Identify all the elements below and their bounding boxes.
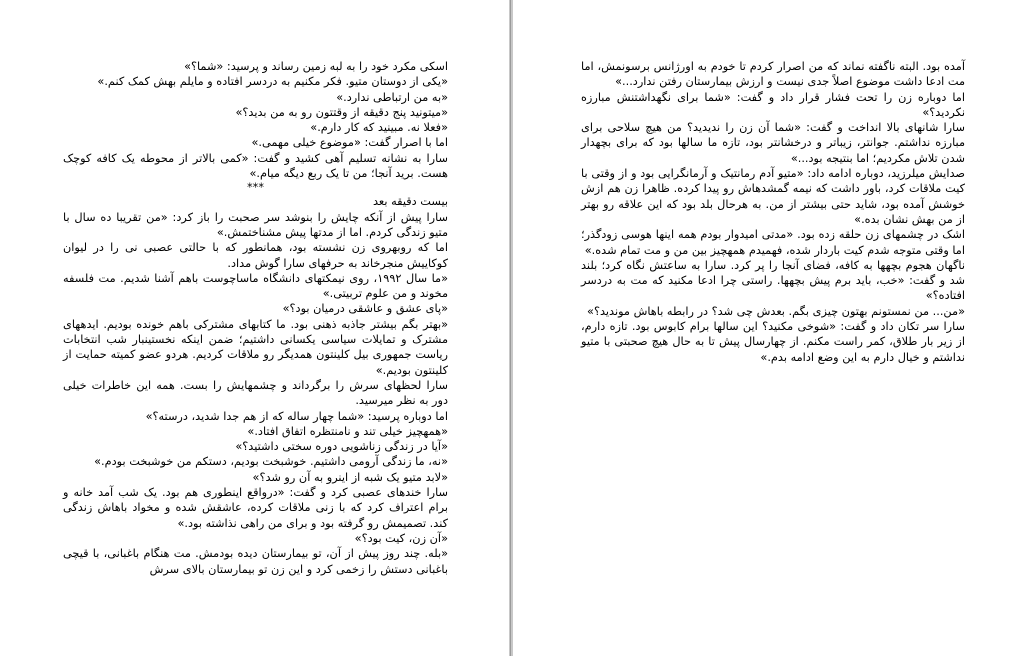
section-separator: *** [247,181,264,195]
paragraph: «من... من نمستونم بهتون چیزی بگم. بعدش چی شد؟ در رابطه باهاش موندید؟» [587,304,965,318]
paragraph: آمده بود. البته ناگفته نماند که من اصرار کردم تا خودم به اورژانس برسونمش، اما مت ادعا داشت موضوع اصلاً جدی نیست و ارزش بیمارستان رفتن ندارد...» [581,60,965,89]
paragraph: «لابد متیو یک شبه از اینرو به آن رو شد؟» [252,470,448,484]
paragraph: بیست دقیقه بعد [372,195,448,209]
paragraph: اما با اصرار گفت: «موضوع خیلی مهمی.» [251,136,448,150]
paragraph: صدایش میلرزید، دوباره ادامه داد: «متیو آدم رمانتیک و آرمانگرایی بود و از وقتی با کیت ملاقات کرد، باور داشت که نیمه گمشدهاش رو پیدا کرده. ظاهرا زن هم ازش خوشش آمده بود، شاید حتی بیشتر از من. به هرحال بلد بود که این علاقه رو بهتر از من بهش نشان بده.» [581,167,965,226]
paragraph: «نه، ما زندگی آرومی داشتیم. خوشبخت بودیم، دستکم من خوشبخت بودم.» [94,455,448,469]
paragraph: اما دوباره زن را تحت فشار قرار داد و گفت: «شما برای نگهداشتنش مبارزه نکردید؟» [581,90,965,119]
right-page [513,0,1022,656]
paragraph: «میتونید پنج دقیقه از وقتتون رو به من بدید؟» [235,105,448,119]
paragraph: «آیا در زندگی زناشویی دوره سختی داشتید؟» [235,440,448,454]
paragraph: «بهتر بگم بیشتر جاذبه ذهنی بود. ما کتابهای مشترکی باهم خونده بودیم. ایدههای مشترک و تمایلات سیاسی یکسانی داشتیم؛ ضمن اینکه نخستینبار شب انتخابات ریاست جمهوری بیل کلینتون همدیگر رو ملاقات کردیم. هردو عضو کمیته حمایت از کلینتون بودیم.» [63,317,448,377]
paragraph: «یکی از دوستان متیو. فکر مکنیم به دردسر افتاده و مایلم بهش کمک کنم.» [97,75,448,89]
paragraph: «همهچیز خیلی تند و نامنتظره اتفاق افتاد.» [247,424,448,438]
left-page-text [63,59,448,577]
paragraph: «پای عشق و عاشقی درمیان بود؟» [282,302,448,316]
paragraph: سارا سر تکان داد و گفت: «شوخی مکنید؟ این سالها برام کابوس بود. تازه دارم، از زیر بار طلاق، کمر راست مکنم. از چهارسال پیش تا به حال هیچ صحبتی با متیو نداشتم و خیال دارم به این وضع ادامه بدم.» [581,320,965,364]
paragraph: «ما سال ۱۹۹۲، روی نیمکتهای دانشگاه ماساچوست باهم آشنا شدیم. مت فلسفه مخوند و من علوم تربیتی.» [63,271,449,301]
paragraph: سارا خندهای عصبی کرد و گفت: «درواقع اینطوری هم بود. یک شب آمد خانه و برام اعتراف کرد که با زنی ملاقات کرده، عاشقش شده و مخواد باهاش زندگی کند. تصمیمش رو گرفته بود و برای من راهی نذاشته بود.» [63,486,448,530]
paragraph: اشک در چشمهای زن حلقه زده بود. «مدتی امیدوار بودم همه اینها هوسی زودگذر؛ اما وقتی متوجه شدم کیت باردار شده، فهمیدم همهچیز بین من و مت تمام شده.» [581,228,965,257]
paragraph: اما که روبهروی زن نشسته بود، همانطور که با حالتی عصبی نی را در لیوان کوکاییش منجرخاند به حرفهای سارا گوش مداد. [63,241,448,270]
paragraph: اما دوباره پرسید: «شما چهار ساله که از هم جدا شدید، درسته؟» [145,409,448,423]
left-page [0,0,509,656]
paragraph: «به من ارتباطی ندارد.» [336,90,448,104]
paragraph: سارا لحظهای سرش را برگرداند و چشمهایش را بست. همه این خاطرات خیلی دور به نظر میرسید. [63,378,448,408]
paragraph: سارا پیش از آنکه چایش را بنوشد سر صحبت را باز کرد: «من تقریبا ده سال با متیو زندگی کردم. اما از مدتها پیش مشناختمش.» [63,210,448,239]
paragraph: «فعلا نه. مبینید که کار دارم.» [310,121,448,135]
paragraph: اسکی مکرد خود را به لبه زمین رساند و پرسید: «شما؟» [184,60,448,73]
paragraph: سارا به نشانه تسلیم آهی کشید و گفت: «کمی بالاتر از محوطه یک کافه کوچک هست. برید آنجا؛ من تا یک ربع دیگه میام.» [63,151,448,181]
paragraph: ناگهان هجوم بچهها به کافه، فضای آنجا را پر کرد. سارا به ساعتش نگاه کرد؛ بلند شد و گفت: «خب، باید برم پیش بچهها. راستی چرا ادعا مکنید که مت به دردسر افتاده؟» [581,258,965,303]
paragraph: «بله. چند روز پیش از آن، تو بیمارستان دیده بودمش. مت هنگام باغبانی، با قیچی باغبانی دستش را زخمی کرد و این زن تو بیمارستان بالای سرش [63,547,448,576]
right-page-text [581,59,965,365]
paragraph: سارا شانهای بالا انداخت و گفت: «شما آن زن را ندیدید؟ من هیچ سلاحی برای مبارزه نداشتم. جوانتر، زیباتر و درخشانتر بود، تازه ما سالها بود که برای بچهدار شدن تلاش مکردیم؛ اما بنتیجه بود...» [581,121,965,165]
paragraph: «آن زن، کیت بود؟» [354,531,448,545]
